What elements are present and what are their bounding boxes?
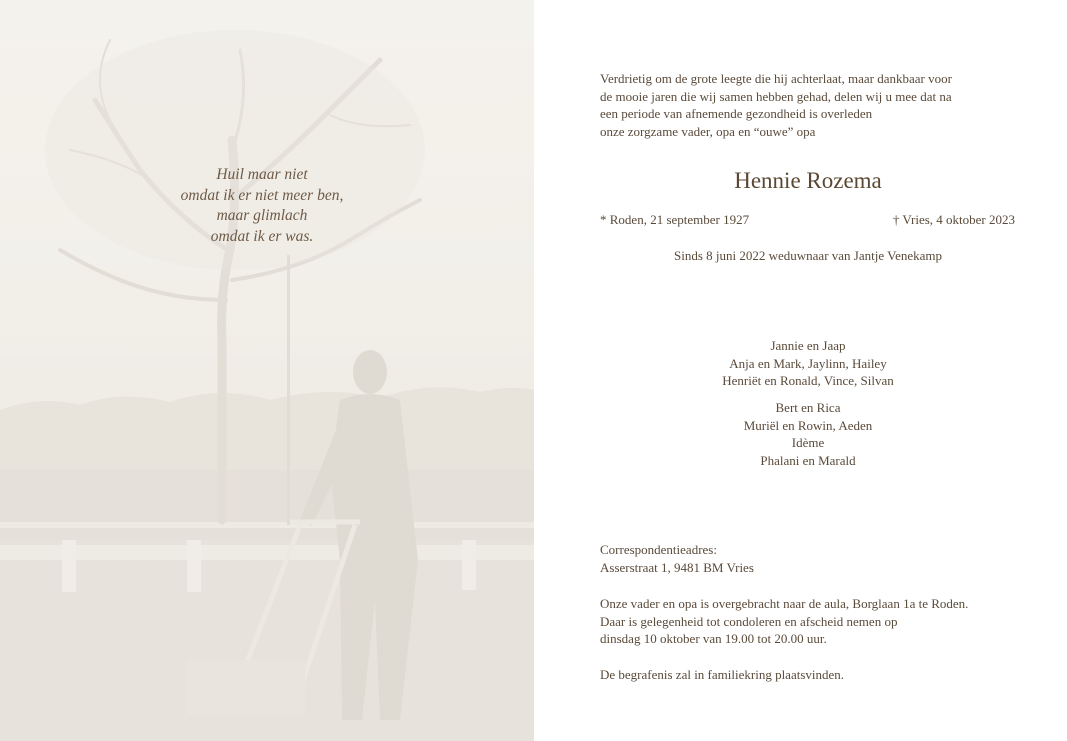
intro-line: een periode van afnemende gezondheid is overleden (600, 106, 873, 121)
poem-line: Huil maar niet (216, 166, 308, 183)
intro-line: onze zorgzame vader, opa en “ouwe” opa (600, 123, 816, 139)
poem-line: omdat ik er niet meer ben, (180, 186, 344, 204)
family-line: Muriël en Rowin, Aeden (743, 417, 873, 433)
family-group-1 (534, 337, 1067, 390)
family-line: Bert en Rica (775, 400, 841, 415)
family-line: Henriët en Ronald, Vince, Silvan (722, 373, 894, 389)
widower-note: Sinds 8 juni 2022 weduwnaar van Jantje Venekamp (673, 248, 943, 263)
correspondence-block (600, 541, 754, 576)
family-line: Jannie en Jaap (770, 338, 846, 353)
family-line: Idème (791, 435, 825, 451)
announcement-card (534, 0, 1067, 741)
family-line: Phalani en Marald (760, 453, 856, 469)
poem (150, 165, 374, 247)
intro-paragraph (600, 70, 952, 140)
intro-line: de mooie jaren die wij samen hebben gehad, delen wij u mee dat na (600, 88, 952, 104)
aula-line: Daar is gelegenheid tot condoleren en afscheid nemen op (600, 613, 898, 629)
poem-line: maar glimlach (216, 207, 308, 224)
correspondence-address: Asserstraat 1, 9481 BM Vries (600, 559, 754, 575)
aula-line: Onze vader en opa is overgebracht naar de aula, Borglaan 1a te Roden. (600, 596, 969, 611)
intro-line: Verdrietig om de grote leegte die hij achterlaat, maar dankbaar voor (600, 71, 952, 86)
poem-line: omdat ik er was. (210, 227, 314, 245)
birth-info: * Roden, 21 september 1927 (600, 212, 750, 227)
correspondence-label: Correspondentieadres: (600, 542, 717, 557)
aula-line: dinsdag 10 oktober van 19.00 tot 20.00 uur. (600, 631, 827, 646)
family-line: Anja en Mark, Jaylinn, Hailey (729, 355, 887, 371)
family-group-2 (534, 399, 1067, 470)
death-info: † Vries, 4 oktober 2023 (892, 212, 1015, 227)
deceased-name: Hennie Rozema (734, 168, 882, 193)
funeral-note: De begrafenis zal in familiekring plaatsvinden. (600, 667, 845, 682)
aula-paragraph (600, 595, 968, 648)
